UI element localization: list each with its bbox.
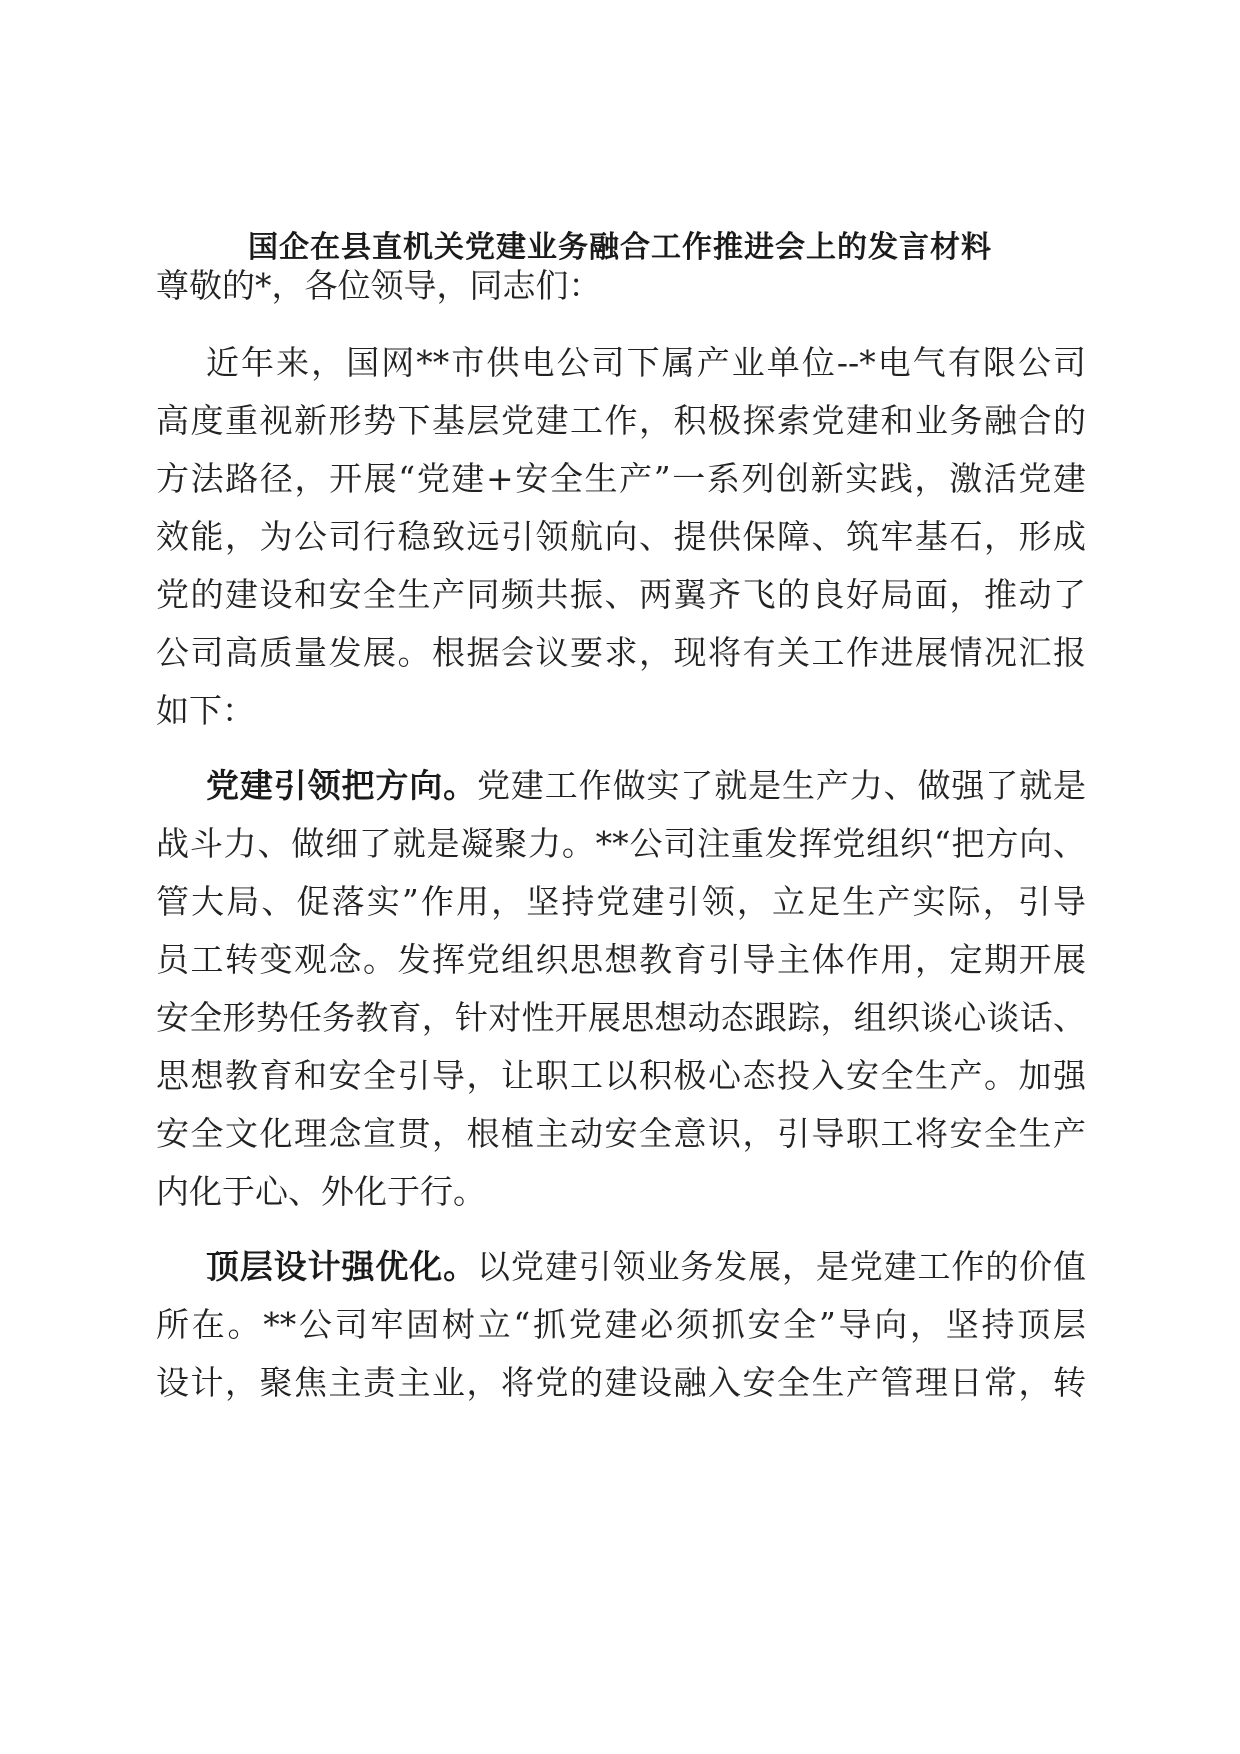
paragraph-2-line <box>206 766 1086 806</box>
paragraph-3-heading: 顶层设计强优化。 <box>206 1247 478 1286</box>
paragraph-2-line: 安全文化理念宣贯，根植主动安全意识，引导职工将安全生产 <box>156 1114 1086 1153</box>
paragraph-1-line: 高度重视新形势下基层党建工作，积极探索党建和业务融合的 <box>156 401 1086 440</box>
paragraph-2-line: 思想教育和安全引导，让职工以积极心态投入安全生产。加强 <box>156 1056 1086 1095</box>
document-title: 国企在县直机关党建业务融合工作推进会上的发言材料 <box>248 230 992 265</box>
paragraph-3-line: 所在。**公司牢固树立“抓党建必须抓安全”导向，坚持顶层 <box>156 1305 1086 1344</box>
paragraph-2-line: 安全形势任务教育，针对性开展思想动态跟踪，组织谈心谈话、 <box>156 998 1086 1037</box>
paragraph-2-line: 内化于心、外化于行。 <box>156 1172 486 1211</box>
paragraph-3-text: 以党建引领业务发展，是党建工作的价值 <box>477 1247 1087 1286</box>
paragraph-3-line <box>206 1247 1086 1287</box>
paragraph-1-line: 党的建设和安全生产同频共振、两翼齐飞的良好局面，推动了 <box>156 575 1086 614</box>
paragraph-2-heading: 党建引领把方向。 <box>206 766 478 805</box>
paragraph-1-line: 效能，为公司行稳致远引领航向、提供保障、筑牢基石，形成 <box>156 517 1086 556</box>
paragraph-2-line: 管大局、促落实”作用，坚持党建引领，立足生产实际，引导 <box>156 882 1086 921</box>
paragraph-1-line: 公司高质量发展。根据会议要求，现将有关工作进展情况汇报 <box>156 633 1086 672</box>
paragraph-2-text: 党建工作做实了就是生产力、做强了就是 <box>477 766 1087 805</box>
paragraph-1-line: 方法路径，开展“党建+安全生产”一系列创新实践，激活党建 <box>156 459 1086 498</box>
paragraph-2-line: 员工转变观念。发挥党组织思想教育引导主体作用，定期开展 <box>156 940 1086 979</box>
paragraph-3-line: 设计，聚焦主责主业，将党的建设融入安全生产管理日常，转 <box>156 1363 1086 1402</box>
paragraph-1-line: 近年来，国网**市供电公司下属产业单位--*电气有限公司 <box>206 343 1086 382</box>
salutation: 尊敬的*，各位领导，同志们： <box>156 266 602 305</box>
paragraph-2-line: 战斗力、做细了就是凝聚力。**公司注重发挥党组织“把方向、 <box>156 824 1086 863</box>
paragraph-1-line: 如下： <box>156 691 255 730</box>
